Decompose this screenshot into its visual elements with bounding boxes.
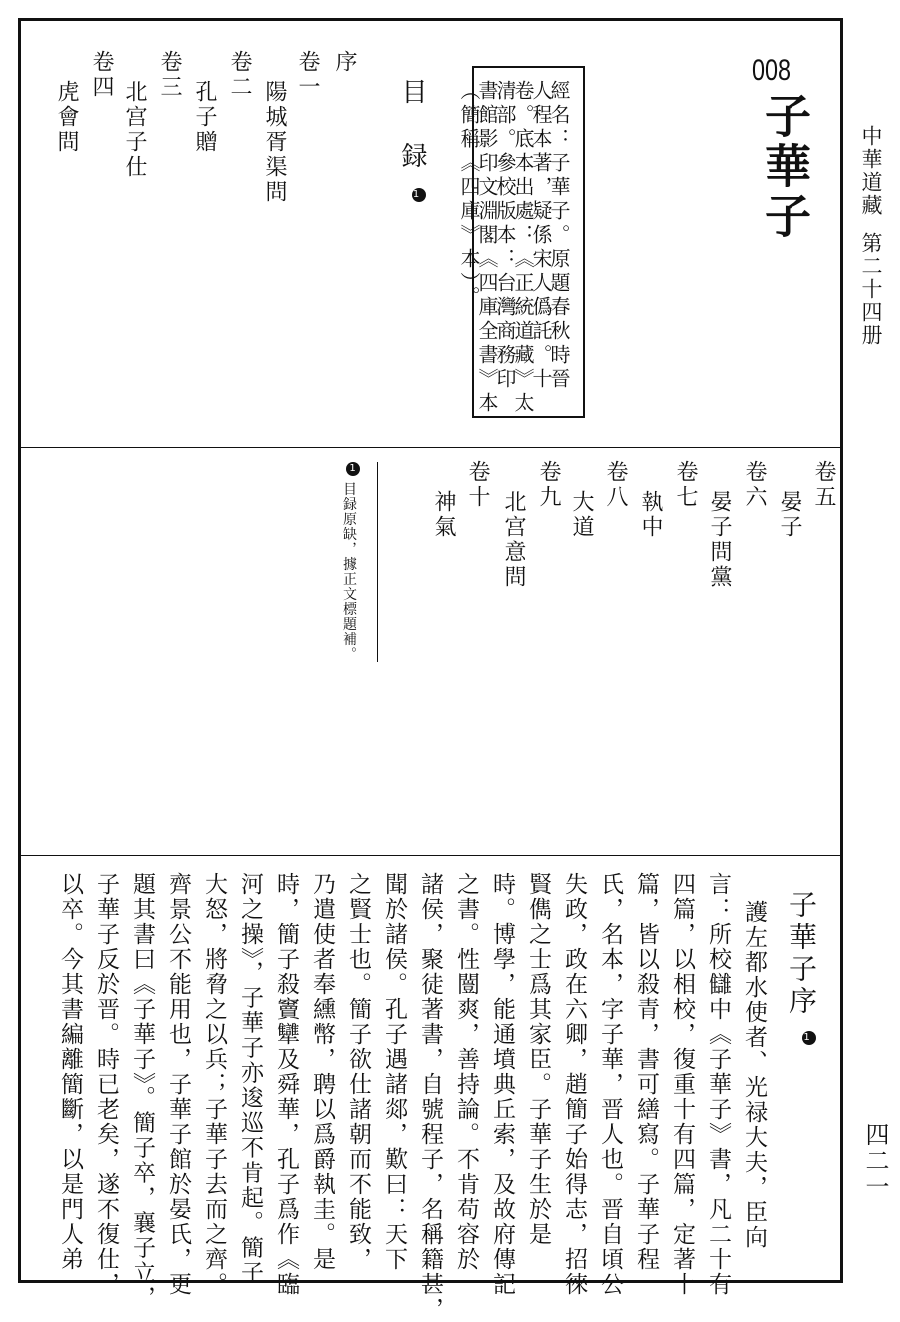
preface-title [781,890,821,1045]
text-number: 008 [752,54,792,87]
footnote-text: 目録原缺，據正文標題補。 [341,481,357,662]
toc-item-sub: 北宫意問 [501,490,526,590]
preface-line: 諸侯，聚徒著書，自號程子，名稱籍甚， [417,872,443,1322]
toc-item-label: 卷五 [811,460,836,510]
preface-line: 子華子反於晋。時已老矣，遂不復仕， [93,872,119,1297]
text-title: 子華子 [758,92,812,242]
toc-item-sub: 大道 [569,490,594,540]
info-line: 清部。參校版本：台灣商務印 [493,80,517,392]
toc-item-sub: 陽城胥渠問 [262,80,287,205]
section-divider-upper [18,447,843,448]
series-title: 中華道藏 [859,125,883,217]
toc-item-label: 卷三 [157,50,182,100]
toc-item-label: 卷八 [603,460,628,510]
preface-title-text: 子華子序 [785,890,818,1018]
preface-line: 護左都水使者、光禄大夫，臣向 [741,900,767,1250]
toc-item-sub: 神氣 [431,490,456,540]
toc-item-label: 卷九 [536,460,561,510]
toc-item-label: 卷二 [227,50,252,100]
toc-item-sub: 晏子 [777,490,802,540]
toc-item-label: 序 [332,50,357,75]
volume-label: 第二十四册 [859,232,883,347]
section-divider-lower [18,855,843,856]
preface-line: 時，簡子殺竇犫及舜華，孔子爲作《臨 [273,872,299,1297]
preface-line: 齊景公不能用也，子華子館於晏氏，更 [165,872,191,1297]
preface-line: 言：所校讎中《子華子》書，凡二十有 [705,872,731,1297]
preface-line: 大怒，將脅之以兵；子華子去而之齊。 [201,872,227,1297]
preface-line: 氏，名本，字子華，晋人也。晋自頃公 [597,872,623,1297]
toc-title-text: 目 録 [397,78,427,174]
info-line: 人程本著，疑係宋人僞託。十 [529,80,553,392]
preface-line: 河之操》，子華子亦逡巡不肯起。簡子 [237,872,263,1286]
preface-line: 聞於諸侯。孔子遇諸郯，歎曰：天下 [381,872,407,1272]
page-number: 四二一 [861,1122,889,1200]
toc-title [394,78,431,202]
footnote [339,462,360,661]
preface-line: 題其書曰《子華子》。簡子卒，襄子立， [129,872,155,1311]
toc-note-marker: 1 [412,189,426,201]
preface-line: 失政，政在六卿，趙簡子始得志，招徠 [561,872,587,1297]
preface-line: 篇，皆以殺青，書可繕寫。子華子程 [633,872,659,1272]
footnote-rule [377,462,378,662]
preface-line: 時。博學，能通墳典丘索，及故府傳記 [489,872,515,1297]
toc-item-sub: 執中 [638,490,663,540]
preface-note-marker: 1 [803,1031,814,1043]
toc-item-sub: 北宫子仕 [122,80,147,180]
info-line: 卷。底本出處：《正統道藏》太 [511,80,535,416]
preface-line: 賢儁之士爲其家臣。子華子生於是 [525,872,551,1247]
toc-item-label: 卷四 [89,50,114,100]
info-line: 經名：子華子。原題春秋時晉 [547,80,571,392]
toc-item-sub: 孔子贈 [192,80,217,155]
toc-item-label: 卷七 [673,460,698,510]
toc-item-label: 卷一 [295,50,320,100]
info-line: 書館影印文淵閣《四庫全書》本 [475,80,499,416]
toc-item-label: 卷十 [465,460,490,510]
toc-item-sub: 晏子問黨 [707,490,732,590]
preface-line: 乃遣使者奉纁幣，聘以爲爵執圭。是 [309,872,335,1272]
info-line: （簡稱《四庫》本）。 [457,80,481,310]
toc-item-sub: 虎會問 [54,80,79,155]
preface-line: 以卒。今其書編離簡斷，以是門人弟 [57,872,83,1272]
footnote-marker: 1 [346,462,360,476]
preface-line: 之賢士也。簡子欲仕諸朝而不能致， [345,872,371,1272]
preface-line: 之書。性闓爽，善持論。不肯苟容於 [453,872,479,1272]
preface-line: 四篇，以相校，復重十有四篇，定著十 [669,872,695,1297]
toc-item-label: 卷六 [742,460,767,510]
